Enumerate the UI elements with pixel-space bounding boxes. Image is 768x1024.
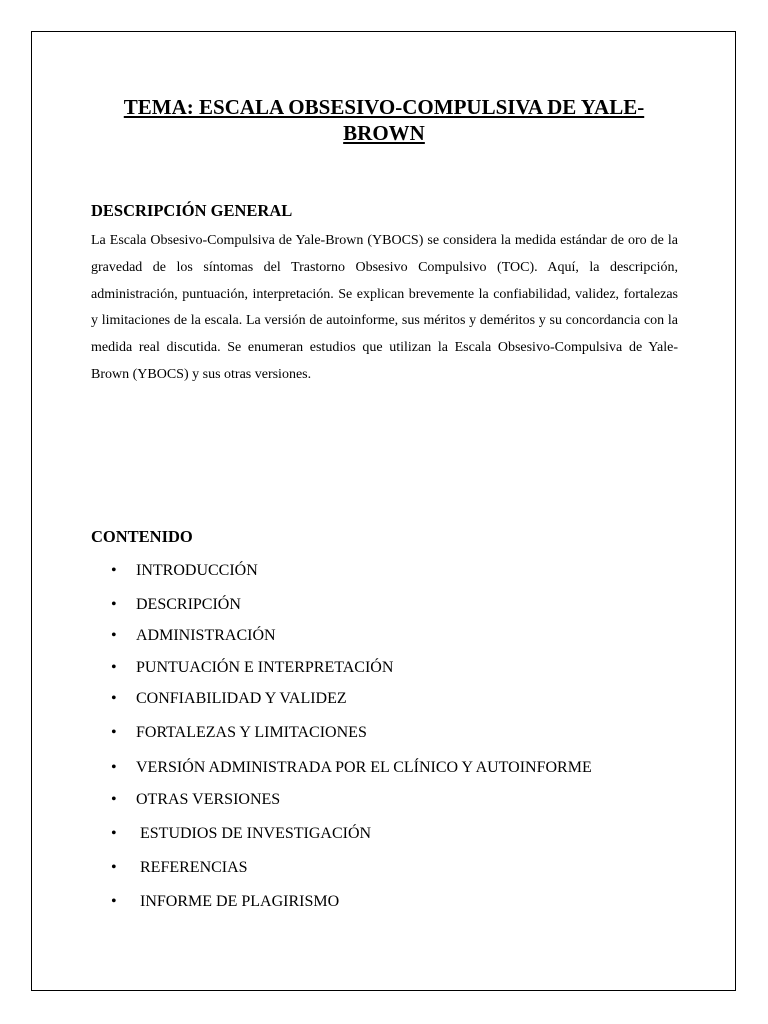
contents-heading: CONTENIDO bbox=[91, 527, 193, 546]
document-title bbox=[70, 94, 698, 146]
bullet-icon: • bbox=[111, 859, 117, 876]
bullet-icon: • bbox=[111, 724, 117, 741]
contents-item-label: PUNTUACIÓN E INTERPRETACIÓN bbox=[136, 659, 394, 676]
bullet-icon: • bbox=[111, 627, 117, 644]
contents-item-label: ADMINISTRACIÓN bbox=[136, 627, 276, 644]
contents-item-label: INTRODUCCIÓN bbox=[136, 562, 258, 579]
contents-item-label: DESCRIPCIÓN bbox=[136, 596, 241, 613]
contents-item-label: VERSIÓN ADMINISTRADA POR EL CLÍNICO Y AUTOINFORME bbox=[136, 759, 592, 776]
bullet-icon: • bbox=[111, 690, 117, 707]
description-paragraph: La Escala Obsesivo-Compulsiva de Yale-Brown (YBOCS) se considera la medida estándar de oro de la gravedad de los síntomas del Trastorno Obsesivo Compulsivo (TOC). Aquí, la descripción, administración, puntuación, interpretación. Se explican brevemente la confiabilidad, validez, fortalezas y limitaciones de la escala. La versión de autoinforme, sus méritos y deméritos y su concordancia con la medida real discutida. Se enumeran estudios que utilizan la Escala Obsesivo-Compulsiva de Yale-Brown (YBOCS) y sus otras versiones. bbox=[91, 233, 678, 382]
bullet-icon: • bbox=[111, 596, 117, 613]
bullet-icon: • bbox=[111, 893, 117, 910]
contents-item-label: INFORME DE PLAGIRISMO bbox=[140, 893, 340, 910]
contents-item-label: FORTALEZAS Y LIMITACIONES bbox=[136, 724, 367, 741]
bullet-icon: • bbox=[111, 791, 117, 808]
contents-item-label: CONFIABILIDAD Y VALIDEZ bbox=[136, 690, 347, 707]
document-title-line-2: BROWN bbox=[343, 121, 425, 145]
contents-item-label: REFERENCIAS bbox=[140, 859, 248, 876]
bullet-icon: • bbox=[111, 825, 117, 842]
contents-item-label: OTRAS VERSIONES bbox=[136, 791, 281, 808]
bullet-icon: • bbox=[111, 562, 117, 579]
page-border bbox=[31, 31, 736, 991]
description-heading: DESCRIPCIÓN GENERAL bbox=[91, 201, 293, 220]
document-title-line-1: TEMA: ESCALA OBSESIVO-COMPULSIVA DE YALE- bbox=[123, 95, 645, 119]
bullet-icon: • bbox=[111, 759, 117, 776]
contents-item-label: ESTUDIOS DE INVESTIGACIÓN bbox=[140, 825, 372, 842]
bullet-icon: • bbox=[111, 659, 117, 676]
